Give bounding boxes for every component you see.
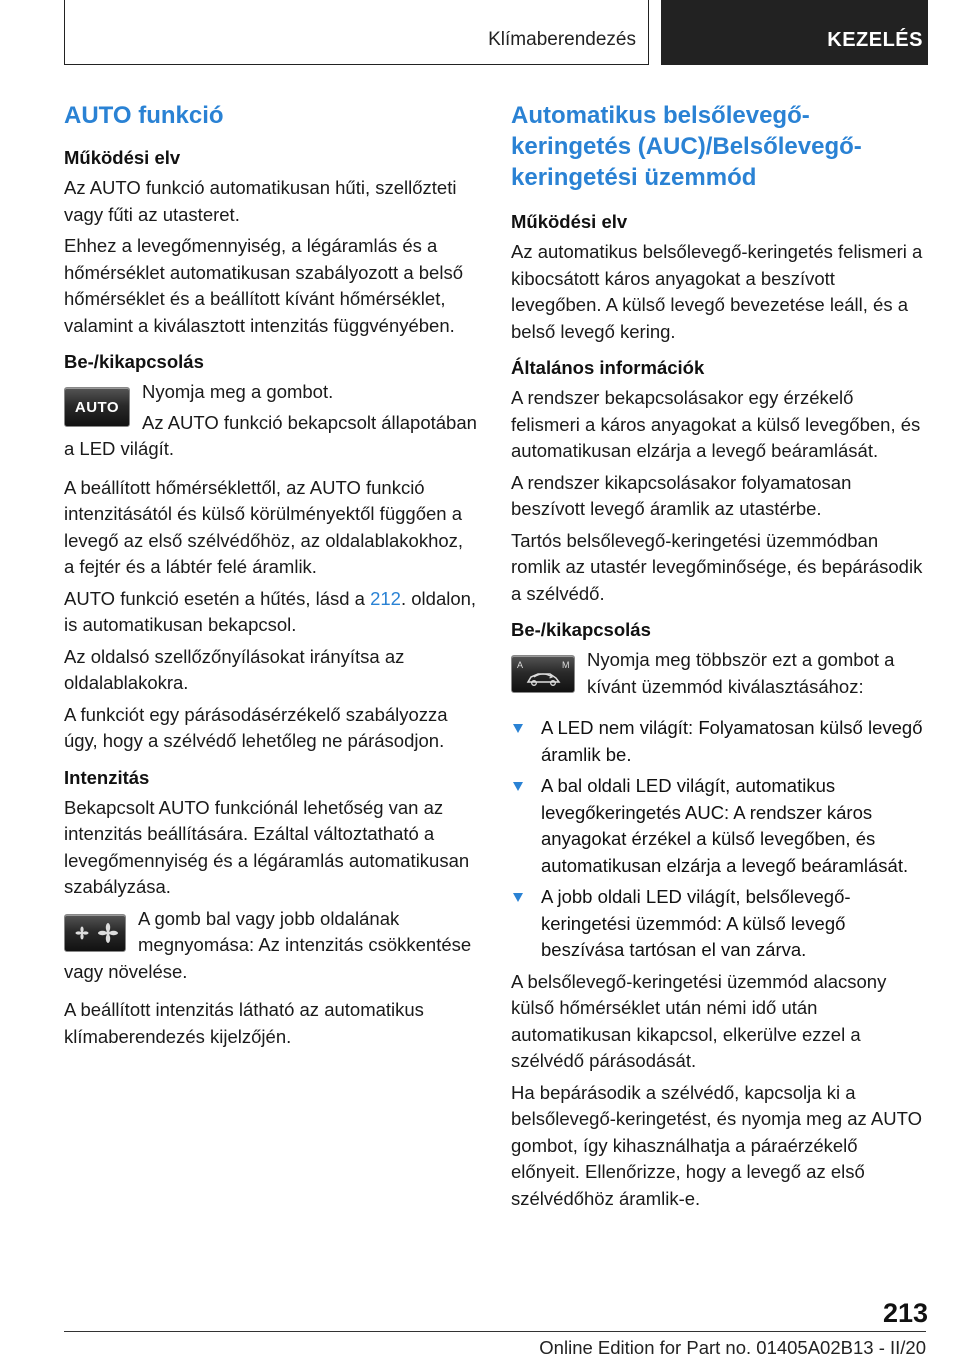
- list-item-text: A bal oldali LED világít, automatikus levegőkeringetés AUC: A rendszer káros anyagokat érzékel a külső levegőben, és automatikusan elzárja a levegő beáramlását.: [541, 775, 909, 876]
- triangle-bullet-icon: [513, 893, 523, 902]
- auto-button-icon: [64, 387, 130, 427]
- auc-title: Automatikus belsőlevegő-keringetés (AUC)/Belsőlevegő-keringetési üzemmód: [511, 102, 862, 191]
- cooling-text-after: . oldalon, is automatikusan bekapcsol.: [64, 587, 477, 635]
- fog-paragraph: A funkciót egy párásodásérzékelő szabályozza úgy, hogy a szélvédő lehetőleg ne párásodjon.: [64, 703, 448, 751]
- general-paragraph-3: Tartós belsőlevegő-keringetési üzemmódban romlik az utastér levegőminősége, és bepárásodik a szélvédő.: [511, 529, 923, 604]
- cooling-paragraph: [64, 586, 478, 639]
- section-title: KEZELÉS: [827, 29, 923, 51]
- fan-intensity-button-icon: [64, 914, 126, 952]
- principle-heading: Működési elv: [64, 147, 181, 168]
- vents-paragraph: Az oldalsó szellőzőnyílásokat irányítsa az oldalablakokra.: [64, 645, 405, 693]
- header-chapter-box: [64, 0, 649, 65]
- airflow-paragraph: A beállított hőmérséklettől, az AUTO funkció intenzitásától és külső körülményektől függően a levegő az első szélvédőhöz, az oldalablakokhoz, a fejtér és a lábtér felé áramlik.: [64, 476, 464, 577]
- list-item: [511, 884, 927, 964]
- auc-principle-heading: Működési elv: [511, 211, 628, 232]
- after-paragraph-2: Ha bepárásodik a szélvédő, kapcsolja ki a belsőlevegő-keringetést, és nyomja meg az AUTO gombot, így kihasználhatja a páraérzékelő előnyeit. Ellenőrizze, hogy a levegő az első szélvédőhöz áramlik-e.: [511, 1081, 922, 1209]
- page-number: 213: [882, 1298, 928, 1328]
- intensity-paragraph-1: Bekapcsolt AUTO funkciónál lehetőség van az intenzitás beállítására. Ezáltal változtatható a levegőmennyiség és a légáramlás automatikusan szabályzása.: [64, 796, 470, 897]
- principle-paragraph-1: Az AUTO funkció automatikusan hűti, szellőzteti vagy fűti az utasteret.: [64, 177, 457, 225]
- general-info-heading: Általános információk: [511, 357, 705, 378]
- edition-footer: Online Edition for Part no. 01405A02B13 - II/20: [539, 1337, 926, 1358]
- onoff-heading: Be-/kikapcsolás: [64, 351, 204, 372]
- auc-onoff-heading: Be-/kikapcsolás: [511, 619, 651, 640]
- intensity-heading: Intenzitás: [64, 766, 150, 788]
- list-item: [511, 715, 927, 768]
- auc-button-m-label: M: [562, 660, 570, 670]
- auc-button-a-label: A: [517, 660, 524, 670]
- car-recirculation-icon: [512, 656, 574, 692]
- list-item-text: A LED nem világít: Folyamatosan külső levegő áramlik be.: [541, 717, 923, 765]
- triangle-bullet-icon: [513, 782, 523, 791]
- header-section-box: [661, 0, 928, 65]
- triangle-bullet-icon: [513, 724, 523, 733]
- left-column: [64, 100, 478, 1055]
- page-link-212[interactable]: 212: [370, 587, 401, 609]
- general-paragraph-1: A rendszer bekapcsolásakor egy érzékelő felismeri a káros anyagokat a külső levegőben, és automatikusan elzárja a levegő beáramlását.: [511, 387, 921, 461]
- after-paragraph-1: A belsőlevegő-keringetési üzemmód alacsony külső hőmérséklet után némi idő után automatikusan kikapcsol, elkerülve ezzel a szélvédő párásodását.: [511, 970, 887, 1071]
- list-item: [511, 773, 927, 879]
- right-column: [511, 100, 927, 1217]
- onoff-paragraph-1: Nyomja meg a gombot.: [142, 381, 334, 402]
- intensity-button-paragraph: A gomb bal vagy jobb oldalának megnyomása: Az intenzitás csökkentése vagy növelése.: [64, 907, 472, 982]
- general-paragraph-2: A rendszer kikapcsolásakor folyamatosan beszívott levegő áramlik az utastérbe.: [511, 471, 852, 519]
- auc-onoff-paragraph: Nyomja meg többször ezt a gombot a kívánt üzemmód kiválasztásához:: [587, 649, 895, 697]
- auto-function-title: AUTO funkció: [64, 102, 224, 129]
- intensity-button-block: [64, 906, 478, 990]
- mode-list: [511, 715, 927, 964]
- auc-principle-paragraph: Az automatikus belsőlevegő-keringetés felismeri a kibocsátott káros anyagokat a beszívott levegőben. A külső levegő bevezetése leáll, és a belső levegő kering.: [511, 241, 923, 342]
- cooling-text-before: AUTO funkció esetén a hűtés, lásd a: [64, 587, 371, 609]
- auc-button-block: [511, 647, 927, 707]
- fan-icon: [65, 915, 125, 951]
- page-header: [64, 0, 928, 65]
- list-item-text: A jobb oldali LED világít, belsőlevegő-keringetési üzemmód: A külső levegő beszívása tartósan el van zárva.: [541, 886, 851, 960]
- intensity-paragraph-3: A beállított intenzitás látható az automatikus klímaberendezés kijelzőjén.: [64, 999, 424, 1047]
- onoff-paragraph-2: Az AUTO funkció bekapcsolt állapotában a LED világít.: [64, 411, 477, 459]
- chapter-title: Klímaberendezés: [488, 29, 636, 50]
- auto-button-label: AUTO: [74, 399, 120, 416]
- auto-button-block: [64, 379, 478, 467]
- principle-paragraph-2: Ehhez a levegőmennyiség, a légáramlás és a hőmérséklet automatikusan szabályozott a belső hőmérséklet és a beállított kívánt hőmérséklet, valamint a kiválasztott intenzitás függvényében.: [64, 235, 463, 336]
- footer-divider: [64, 1331, 926, 1332]
- auc-button-icon: [511, 655, 575, 693]
